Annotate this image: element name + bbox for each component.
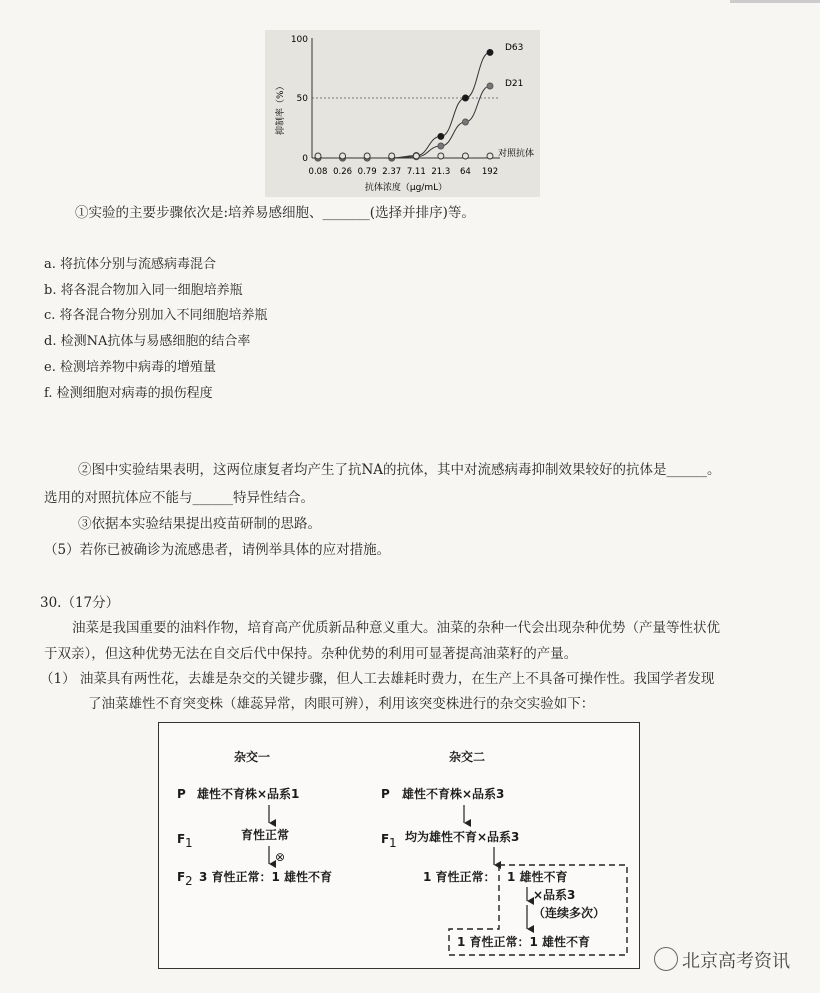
x-tick-label: 7.11 — [406, 167, 426, 177]
cross1-f2-sub: 2 — [185, 874, 193, 888]
cross2-f1-label: F — [381, 832, 390, 846]
top-edge-bar — [730, 0, 820, 3]
data-point — [462, 119, 468, 125]
cross2-row1-left: 1 育性正常： — [423, 870, 496, 884]
question-5: （5）若你已被确诊为流感患者，请例举具体的应对措施。 — [44, 542, 391, 558]
x-tick-label: 64 — [460, 167, 471, 177]
data-point — [340, 153, 346, 159]
option-d: d. 检测NA抗体与易感细胞的结合率 — [44, 334, 251, 349]
data-point — [462, 95, 468, 101]
legend-d21: D21 — [505, 79, 524, 89]
cross2-f1-text: 均为雄性不育×品系3 — [405, 830, 520, 844]
x-tick-label: 192 — [481, 167, 499, 177]
question-2-line1: ②图中实验结果表明，这两位康复者均产生了抗NA的抗体，其中对流感病毒抑制效果较好的抗体是______。 — [78, 462, 721, 478]
data-point — [487, 83, 493, 89]
data-point — [438, 133, 444, 139]
cross1-f1-sub: 1 — [185, 836, 193, 850]
option-c: c. 将各混合物分别加入不同细胞培养瓶 — [44, 308, 268, 323]
x-tick-label: 0.26 — [333, 167, 353, 177]
y-axis-label: 抑制率（%） — [276, 81, 286, 135]
chart-svg — [265, 30, 540, 197]
x-tick-label: 0.79 — [357, 167, 377, 177]
x-tick-label: 2.37 — [382, 167, 402, 177]
option-e: e. 检测培养物中病毒的增殖量 — [44, 360, 216, 375]
q30-intro-line1: 油菜是我国重要的油料作物，培育高产优质新品种意义重大。油菜的杂种一代会出现杂种优势（产量等性状优 — [72, 620, 720, 636]
data-point — [315, 153, 321, 159]
cross2-title: 杂交二 — [449, 750, 486, 764]
data-point — [487, 49, 493, 55]
x-tick-label: 0.08 — [308, 167, 328, 177]
legend-control: 对照抗体 — [498, 149, 535, 159]
cross2-parents: 雄性不育株×品系3 — [402, 787, 505, 801]
y-tick-0: 0 — [302, 154, 308, 164]
x-tick-label: 21.3 — [431, 167, 451, 177]
data-point — [438, 153, 444, 159]
cross2-f1-sub: 1 — [389, 836, 397, 850]
option-b: b. 将各混合物加入同一细胞培养瓶 — [44, 283, 243, 298]
cross1-f1-label: F — [177, 832, 186, 846]
question-3: ③依据本实验结果提出疫苗研制的思路。 — [78, 516, 321, 532]
data-point — [438, 143, 444, 149]
q30-part1-line1: （1） 油菜具有两性花，去雄是杂交的关键步骤，但人工去雄耗时费力，在生产上不具备可操作性。我国学者发现 — [40, 671, 715, 687]
cross2-p-label: P — [381, 787, 390, 801]
cross-experiment-figure — [158, 722, 640, 969]
option-f: f. 检测细胞对病毒的损伤程度 — [44, 386, 213, 401]
q30-part1-line2: 了油菜雄性不育突变株（雄蕊异常，肉眼可辨），利用该突变株进行的杂交实验如下： — [88, 696, 595, 712]
y-tick-50: 50 — [296, 94, 308, 104]
cross2-backcross: ×品系3 — [533, 888, 576, 902]
inhibition-chart — [265, 30, 540, 197]
q30-intro-line2: 于双亲），但这种优势无法在自交后代中保持。杂种优势的利用可显著提高油菜籽的产量。 — [44, 646, 578, 662]
cross1-self-symbol: ⊗ — [275, 850, 286, 864]
option-a: a. 将抗体分别与流感病毒混合 — [44, 257, 217, 272]
wechat-icon — [654, 947, 678, 971]
data-point — [389, 153, 395, 159]
cross1-title: 杂交一 — [234, 750, 271, 764]
legend-d63: D63 — [505, 43, 524, 53]
question-2-line2: 选用的对照抗体应不能与______特异性结合。 — [44, 490, 314, 506]
watermark-text: 北京高考资讯 — [682, 951, 790, 972]
cross-diagram-svg — [159, 723, 639, 968]
cross1-f2-ratio: 3 育性正常：1 雄性不育 — [199, 870, 333, 884]
data-point — [364, 153, 370, 159]
series-line-0 — [318, 52, 490, 158]
cross1-f1-text: 育性正常 — [241, 828, 290, 842]
question-1: ①实验的主要步骤依次是:培养易感细胞、_______(选择并排序)等。 — [75, 205, 475, 221]
cross1-p-label: P — [177, 787, 186, 801]
data-point — [462, 153, 468, 159]
cross1-f2-label: F — [177, 870, 186, 884]
data-point — [487, 153, 493, 159]
watermark — [682, 947, 790, 973]
cross1-parents: 雄性不育株×品系1 — [197, 787, 300, 801]
y-tick-100: 100 — [290, 35, 308, 45]
cross2-repeat: （连续多次） — [533, 906, 606, 920]
cross2-row1-right: 1 雄性不育 — [507, 870, 568, 884]
cross2-final-ratio: 1 育性正常：1 雄性不育 — [457, 935, 591, 949]
data-point — [413, 153, 419, 159]
question-30-header: 30.（17分） — [40, 595, 120, 611]
x-axis-label: 抗体浓度（μg/mL） — [364, 183, 448, 193]
